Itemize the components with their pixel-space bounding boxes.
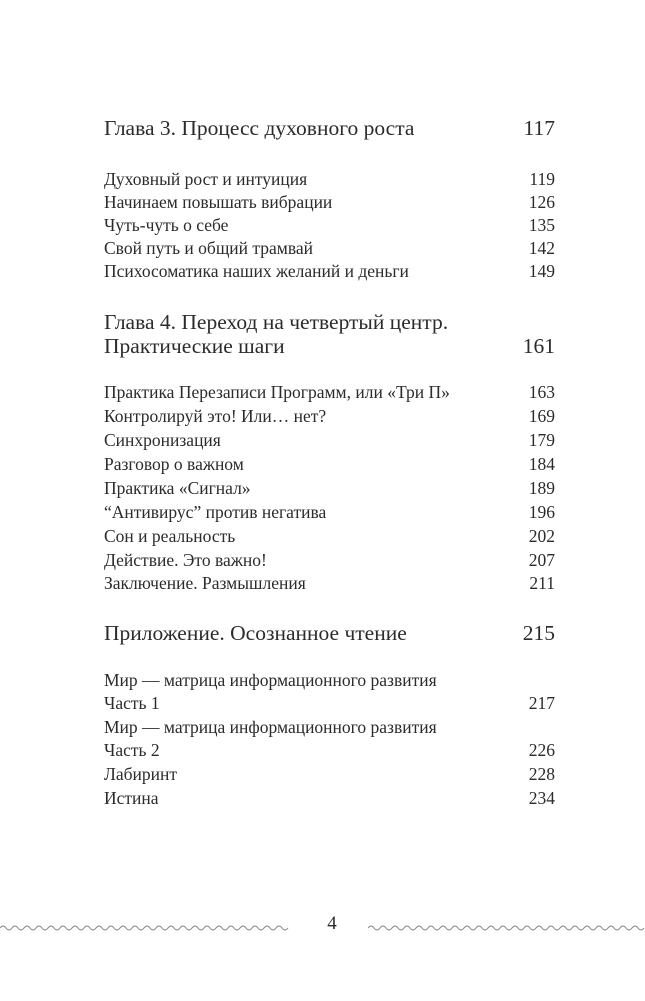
page-number: 161 xyxy=(522,334,555,358)
toc-entry[interactable] xyxy=(104,740,555,761)
entry-title: Начинаем повышать вибрации xyxy=(104,192,333,212)
chapter-4-heading-line2[interactable] xyxy=(104,334,555,359)
entry-title: Синхронизация xyxy=(104,430,221,450)
entry-title: Духовный рост и интуиция xyxy=(104,169,308,189)
entry-title: Практика Перезаписи Программ, или «Три П» xyxy=(104,382,450,402)
toc-entry[interactable] xyxy=(104,382,555,403)
chapter-title: Приложение. Осознанное чтение xyxy=(104,621,407,645)
chapter-title: Глава 4. Переход на четвертый центр. xyxy=(104,310,449,334)
chapter-title: Практические шаги xyxy=(104,334,285,358)
entry-title: Психосоматика наших желаний и деньги xyxy=(104,261,409,281)
toc-entry[interactable] xyxy=(104,454,555,475)
entry-title: Заключение. Размышления xyxy=(104,573,306,593)
entry-page: 196 xyxy=(528,502,555,522)
entry-page: 217 xyxy=(528,693,555,713)
entry-title: Мир — матрица информационного развития xyxy=(104,670,437,690)
entry-page: 202 xyxy=(528,526,555,546)
toc-entry[interactable] xyxy=(104,430,555,451)
entry-page: 226 xyxy=(528,740,555,760)
entry-title: Разговор о важном xyxy=(104,454,244,474)
page-number: 117 xyxy=(523,116,555,140)
entry-page: 126 xyxy=(528,192,555,212)
entry-title: Сон и реальность xyxy=(104,526,236,546)
toc-entry[interactable] xyxy=(104,192,555,213)
entry-title: Практика «Сигнал» xyxy=(104,478,251,498)
appendix-heading[interactable] xyxy=(104,621,555,646)
entry-title: Контролируй это! Или… нет? xyxy=(104,406,327,426)
toc-entry[interactable] xyxy=(104,406,555,427)
toc-entry[interactable] xyxy=(104,550,555,571)
toc-entry[interactable] xyxy=(104,238,555,259)
entry-page: 211 xyxy=(529,573,555,593)
chapter-title: Глава 3. Процесс духовного роста xyxy=(104,116,415,140)
toc-entry[interactable] xyxy=(104,261,555,282)
entry-page: 179 xyxy=(528,430,555,450)
toc-entry[interactable] xyxy=(104,215,555,236)
entry-title: Часть 1 xyxy=(104,693,160,713)
chapter-3-heading[interactable] xyxy=(104,116,555,141)
page-footer xyxy=(0,905,645,945)
page-number: 215 xyxy=(522,621,555,645)
entry-page: 142 xyxy=(528,238,555,258)
toc-entry[interactable] xyxy=(104,573,555,594)
entry-title: “Антивирус” против негатива xyxy=(104,502,327,522)
entry-page: 189 xyxy=(528,478,555,498)
entry-title: Истина xyxy=(104,788,159,808)
entry-title: Чуть-чуть о себе xyxy=(104,215,229,235)
toc-entry[interactable] xyxy=(104,526,555,547)
entry-page: 169 xyxy=(528,406,555,426)
toc-entry[interactable] xyxy=(104,764,555,785)
entry-page: 149 xyxy=(528,261,555,281)
toc-entry[interactable] xyxy=(104,502,555,523)
toc-entry[interactable] xyxy=(104,788,555,809)
entry-page: 207 xyxy=(528,550,555,570)
entry-title: Свой путь и общий трамвай xyxy=(104,238,314,258)
entry-page: 119 xyxy=(529,169,555,189)
toc-entry-line1[interactable] xyxy=(104,670,555,691)
entry-page: 234 xyxy=(528,788,555,808)
entry-title: Мир — матрица информационного развития xyxy=(104,717,437,737)
entry-title: Действие. Это важно! xyxy=(104,550,267,570)
entry-title: Часть 2 xyxy=(104,740,160,760)
chapter-4-heading-line1[interactable] xyxy=(104,310,555,335)
wave-ornament-left-icon xyxy=(0,923,292,933)
entry-page: 163 xyxy=(528,382,555,402)
page-number-footer: 4 xyxy=(327,913,337,934)
toc-entry[interactable] xyxy=(104,169,555,190)
entry-page: 184 xyxy=(528,454,555,474)
entry-page: 135 xyxy=(528,215,555,235)
toc-entry[interactable] xyxy=(104,478,555,499)
entry-page: 228 xyxy=(528,764,555,784)
toc-entry-line1[interactable] xyxy=(104,717,555,738)
wave-ornament-right-icon xyxy=(368,923,645,933)
toc-entry[interactable] xyxy=(104,693,555,714)
entry-title: Лабиринт xyxy=(104,764,178,784)
